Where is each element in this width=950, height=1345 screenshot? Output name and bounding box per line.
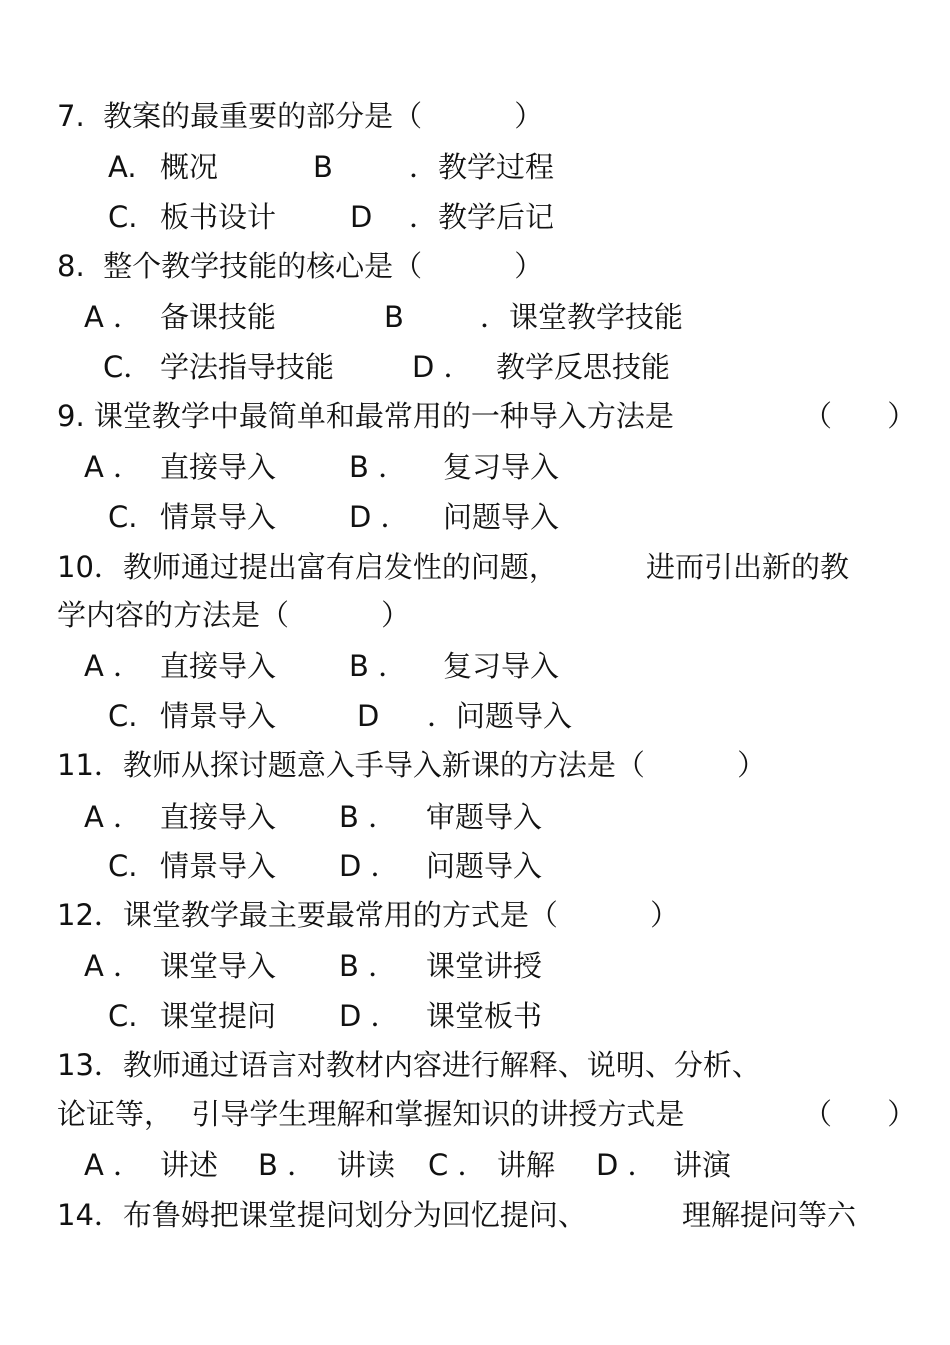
q10-option-d-text: ．问题导入 <box>427 699 573 733</box>
q8-option-c-text: 学法指导技能 <box>160 350 335 384</box>
q8-option-b-letter: B <box>384 300 404 334</box>
question-10-stem-cont: 进而引出新的教 <box>646 550 850 584</box>
q13-option-a-text: 讲述 <box>160 1148 219 1182</box>
q11-option-b-text: 审题导入 <box>426 800 543 834</box>
question-9-blank: （ ） <box>803 399 917 433</box>
q7-option-a-letter: A. <box>108 150 137 184</box>
question-13-stem-line2: 论证等， 引导学生理解和掌握知识的讲授方式是 <box>57 1097 685 1131</box>
q7-option-b-text: ．教学过程 <box>409 150 555 184</box>
q7-option-d-text: ．教学后记 <box>409 200 555 234</box>
q13-option-c-text: 讲解 <box>497 1148 556 1182</box>
q11-option-a-text: 直接导入 <box>160 800 277 834</box>
q12-option-d-letter: D ． <box>339 999 400 1033</box>
q10-option-b-text: 复习导入 <box>443 649 560 683</box>
q11-option-d-letter: D ． <box>339 849 400 883</box>
q9-option-c-text: 情景导入 <box>160 500 277 534</box>
q7-option-c-letter: C. <box>108 200 138 234</box>
q7-option-c-text: 板书设计 <box>160 200 277 234</box>
q7-option-d-letter: D <box>350 200 373 234</box>
q13-option-a-letter: A ． <box>84 1148 143 1182</box>
q13-option-d-letter: D ． <box>596 1148 657 1182</box>
q11-option-d-text: 问题导入 <box>426 849 543 883</box>
q11-option-a-letter: A ． <box>84 800 143 834</box>
q10-option-a-text: 直接导入 <box>160 649 277 683</box>
question-7-stem: 7. 教案的最重要的部分是（ ） <box>57 99 544 133</box>
question-8-stem: 8. 整个教学技能的核心是（ ） <box>57 249 544 283</box>
q9-option-b-text: 复习导入 <box>443 450 560 484</box>
q13-option-b-text: 讲读 <box>337 1148 396 1182</box>
question-12-stem: 12．课堂教学最主要最常用的方式是（ ） <box>57 898 680 932</box>
question-11-stem: 11．教师从探讨题意入手导入新课的方法是（ ） <box>57 748 767 782</box>
q12-option-b-letter: B ． <box>339 949 398 983</box>
q12-option-c-text: 课堂提问 <box>160 999 277 1033</box>
q9-option-c-letter: C. <box>108 500 138 534</box>
q10-option-c-text: 情景导入 <box>160 699 277 733</box>
q8-option-c-letter: C． <box>103 350 153 384</box>
q7-option-b-letter: B <box>313 150 333 184</box>
q7-option-a-text: 概况 <box>160 150 219 184</box>
q11-option-b-letter: B ． <box>339 800 398 834</box>
q9-option-a-text: 直接导入 <box>160 450 277 484</box>
question-14-stem-cont: 理解提问等六 <box>682 1198 857 1232</box>
q8-option-a-text: 备课技能 <box>160 300 277 334</box>
q10-option-c-letter: C. <box>108 699 138 733</box>
q8-option-b-text: ．课堂教学技能 <box>480 300 684 334</box>
q13-option-b-letter: B ． <box>258 1148 317 1182</box>
q8-option-a-letter: A ． <box>84 300 143 334</box>
q12-option-a-letter: A ． <box>84 949 143 983</box>
question-13-stem: 13．教师通过语言对教材内容进行解释、说明、分析、 <box>57 1048 761 1082</box>
q11-option-c-text: 情景导入 <box>160 849 277 883</box>
q13-option-d-text: 讲演 <box>673 1148 732 1182</box>
q9-option-a-letter: A ． <box>84 450 143 484</box>
q12-option-a-text: 课堂导入 <box>160 949 277 983</box>
q11-option-c-letter: C. <box>108 849 138 883</box>
q10-option-b-letter: B ． <box>349 649 408 683</box>
q10-option-a-letter: A ． <box>84 649 143 683</box>
q12-option-b-text: 课堂讲授 <box>426 949 543 983</box>
q8-option-d-letter: D ． <box>412 350 473 384</box>
q9-option-d-text: 问题导入 <box>443 500 560 534</box>
q12-option-c-letter: C. <box>108 999 138 1033</box>
question-10-stem-line2: 学内容的方法是（ ） <box>57 598 411 632</box>
q9-option-b-letter: B ． <box>349 450 408 484</box>
q9-option-d-letter: D ． <box>349 500 410 534</box>
question-14-stem: 14．布鲁姆把课堂提问划分为回忆提问、 <box>57 1198 587 1232</box>
question-10-stem: 10．教师通过提出富有启发性的问题， <box>57 550 558 584</box>
q12-option-d-text: 课堂板书 <box>426 999 543 1033</box>
q8-option-d-text: 教学反思技能 <box>496 350 671 384</box>
q10-option-d-letter: D <box>357 699 380 733</box>
q13-option-c-letter: C ． <box>428 1148 487 1182</box>
question-13-blank: （ ） <box>803 1097 917 1131</box>
question-9-stem: 9. 课堂教学中最简单和最常用的一种导入方法是 <box>57 399 674 433</box>
